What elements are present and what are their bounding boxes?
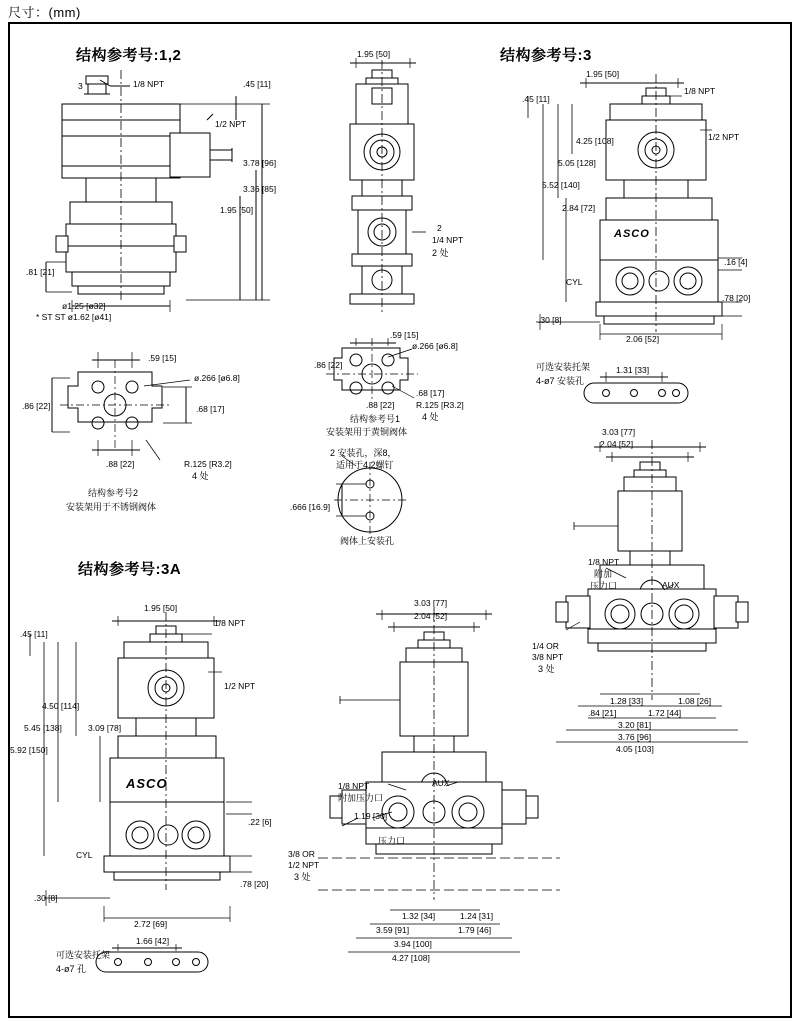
- dim-fig3a-10: .78 [20]: [240, 879, 269, 889]
- dim-fig12-front-5: 3.36 [85]: [243, 184, 277, 194]
- dim-fig3a-s-8: 3 处: [294, 872, 311, 882]
- dim-fig3a-s-13: 1.79 [46]: [458, 925, 492, 935]
- dim-fig3-12: 2.06 [52]: [626, 334, 660, 344]
- dim-fig3a-s-2: 1/8 NPT: [338, 781, 370, 791]
- dim-fig3-6: 5.52 [140]: [542, 180, 580, 190]
- dim-fig12-front-8: ø1.25 [ø32]: [62, 301, 106, 311]
- dim-fig3a-s-10: 1.32 [34]: [402, 911, 436, 921]
- dim-fig3-1: .45 [11]: [522, 94, 550, 104]
- dim-fig3l-3: 附加: [594, 569, 613, 579]
- note-body-holes-2: 适用于4.2螺钉: [336, 460, 394, 470]
- dim-fig12-side-2: 1/4 NPT: [432, 235, 464, 245]
- brand-logo-fig3a: ASCO: [126, 776, 168, 791]
- dim-fig3l-0: 3.03 [77]: [602, 427, 636, 437]
- dim-fig3a-6: 3.09 [78]: [88, 723, 122, 733]
- dim-fig3a-s-3: 附加压力口: [338, 793, 384, 803]
- dim-bracket-brass-4: .88 [22]: [366, 400, 395, 410]
- dim-bracket-ss-4: .88 [22]: [106, 459, 135, 469]
- note-body-holes-1: 2 安装孔，深8，: [330, 448, 397, 458]
- dim-fig3a-s-0: 3.03 [77]: [414, 598, 448, 608]
- dim-fig3a-s-14: 3.94 [100]: [394, 939, 432, 949]
- caption-fig3a-bracket-1: 可选安装托架: [56, 950, 111, 960]
- caption-fig3-bracket-1: 可选安装托架: [536, 362, 591, 372]
- dim-bracket-ss-1: ø.266 [ø6.8]: [194, 373, 240, 383]
- dim-fig3l-12: 1.72 [44]: [648, 708, 682, 718]
- dim-fig3a-s-15: 4.27 [108]: [392, 953, 430, 963]
- dim-fig3l-1: 2.04 [52]: [600, 439, 634, 449]
- dim-bracket-ss-3: .68 [17]: [196, 404, 225, 414]
- section-title-1-2: 结构参考号:1,2: [76, 47, 182, 64]
- dim-bracket-brass-6: 4 处: [422, 412, 439, 422]
- dim-fig3l-14: 3.76 [96]: [618, 732, 652, 742]
- dim-fig3l-15: 4.05 [103]: [616, 744, 654, 754]
- brand-logo-fig3: ASCO: [614, 228, 650, 240]
- caption-fig3a-bracket-2: 4-ø7 孔: [56, 964, 87, 974]
- dim-fig3a-s-6: 3/8 OR: [288, 849, 315, 859]
- dim-fig12-front-9: * ST ST ø1.62 [ø41]: [36, 312, 112, 322]
- caption-bracket-brass-1: 结构参考号1: [350, 414, 401, 424]
- units-note: 尺寸：(mm): [8, 5, 81, 20]
- dim-fig3a-12: 2.72 [69]: [134, 919, 168, 929]
- dim-fig3a-s-9: 1.19 [30]: [354, 811, 388, 821]
- caption-fig3-bracket-2: 4-ø7 安装孔: [536, 376, 585, 386]
- caption-bracket-ss-2: 安装架用于不锈钢阀体: [66, 502, 157, 512]
- dim-fig3-11: .30 [8]: [538, 315, 562, 325]
- dim-fig3a-s-5: 压力口: [378, 836, 406, 846]
- dim-fig3a-s-1: 2.04 [52]: [414, 611, 448, 621]
- dim-fig3a-s-7: 1/2 NPT: [288, 860, 320, 870]
- dim-fig3a-s-11: 1.24 [31]: [460, 911, 494, 921]
- dim-fig3l-10: 1.08 [26]: [678, 696, 712, 706]
- dim-bracket-ss-6: 4 处: [192, 471, 209, 481]
- dim-fig3a-11: .30 [8]: [34, 893, 58, 903]
- dim-bracket-brass-1: ø.266 [ø6.8]: [412, 341, 458, 351]
- dim-fig3a-5: 5.45 [138]: [24, 723, 62, 733]
- dim-fig3-10: CYL: [566, 277, 583, 287]
- dim-fig3a-s-4: AUX: [432, 778, 450, 788]
- dim-fig3l-2: 1/8 NPT: [588, 557, 620, 567]
- dim-fig3a-7: 5.92 [150]: [10, 745, 48, 755]
- dim-fig3-4: 4.25 [108]: [576, 136, 614, 146]
- dim-fig3-7: 2.84 [72]: [562, 203, 596, 213]
- caption-bracket-brass-2: 安装架用于黄铜阀体: [326, 427, 408, 437]
- dim-fig3l-7: 3/8 NPT: [532, 652, 564, 662]
- dim-fig3-8: .16 [4]: [724, 257, 748, 267]
- dim-fig12-front-0: 3: [78, 81, 83, 91]
- dim-fig3l-9: 1.28 [33]: [610, 696, 644, 706]
- dim-bracket-ss-0: .59 [15]: [148, 353, 177, 363]
- dim-fig12-front-7: .81 [21]: [26, 267, 55, 277]
- dim-fig3a-13: 1.66 [42]: [136, 936, 170, 946]
- dim-fig3a-8: .22 [6]: [248, 817, 272, 827]
- dim-bracket-brass-2: .86 [22]: [314, 360, 343, 370]
- dim-bracket-brass-3: .68 [17]: [416, 388, 445, 398]
- dim-fig3a-s-12: 3.59 [91]: [376, 925, 410, 935]
- dim-fig3l-13: 3.20 [81]: [618, 720, 652, 730]
- dim-fig3a-2: .45 [11]: [20, 629, 48, 639]
- dim-fig3-5: 5.05 [128]: [558, 158, 596, 168]
- section-title-3a: 结构参考号:3A: [78, 561, 182, 578]
- caption-bracket-ss-1: 结构参考号2: [88, 488, 139, 498]
- dim-fig3-2: 1/8 NPT: [684, 86, 716, 96]
- dim-body-holes-0: .666 [16.9]: [290, 502, 331, 512]
- dim-fig3a-3: 1/2 NPT: [224, 681, 256, 691]
- dim-fig12-front-3: 1/2 NPT: [215, 119, 247, 129]
- dim-fig12-front-2: .45 [11]: [243, 79, 271, 89]
- dim-fig3-3: 1/2 NPT: [708, 132, 740, 142]
- caption-body-holes: 阀体上安装孔: [340, 536, 395, 546]
- dim-fig3l-4: 压力口: [590, 581, 618, 591]
- dim-fig12-side-1: 2: [437, 223, 442, 233]
- dim-fig3a-4: 4.50 [114]: [42, 701, 80, 711]
- dim-fig3a-0: 1.95 [50]: [144, 603, 178, 613]
- dim-bracket-brass-0: .59 [15]: [390, 330, 419, 340]
- dim-fig12-side-0: 1.95 [50]: [357, 49, 391, 59]
- dim-fig3-0: 1.95 [50]: [586, 69, 620, 79]
- dim-fig3a-1: 1/8 NPT: [214, 618, 246, 628]
- dim-fig3l-5: AUX: [662, 580, 680, 590]
- dim-fig12-front-6: 1.95 [50]: [220, 205, 254, 215]
- dim-fig12-front-4: 3.78 [96]: [243, 158, 277, 168]
- dim-fig3l-6: 1/4 OR: [532, 641, 559, 651]
- dim-fig3l-11: .84 [21]: [588, 708, 617, 718]
- dim-bracket-ss-2: .86 [22]: [22, 401, 51, 411]
- dim-fig3-9: .78 [20]: [722, 293, 751, 303]
- section-title-3: 结构参考号:3: [500, 47, 592, 64]
- dim-fig3-bracket: 1.31 [33]: [616, 365, 650, 375]
- dim-fig3a-9: CYL: [76, 850, 93, 860]
- dim-fig12-side-3: 2 处: [432, 248, 449, 258]
- dim-bracket-brass-5: R.125 [R3.2]: [416, 400, 464, 410]
- dim-fig12-front-1: 1/8 NPT: [133, 79, 165, 89]
- dim-fig3l-8: 3 处: [538, 664, 555, 674]
- dim-bracket-ss-5: R.125 [R3.2]: [184, 459, 232, 469]
